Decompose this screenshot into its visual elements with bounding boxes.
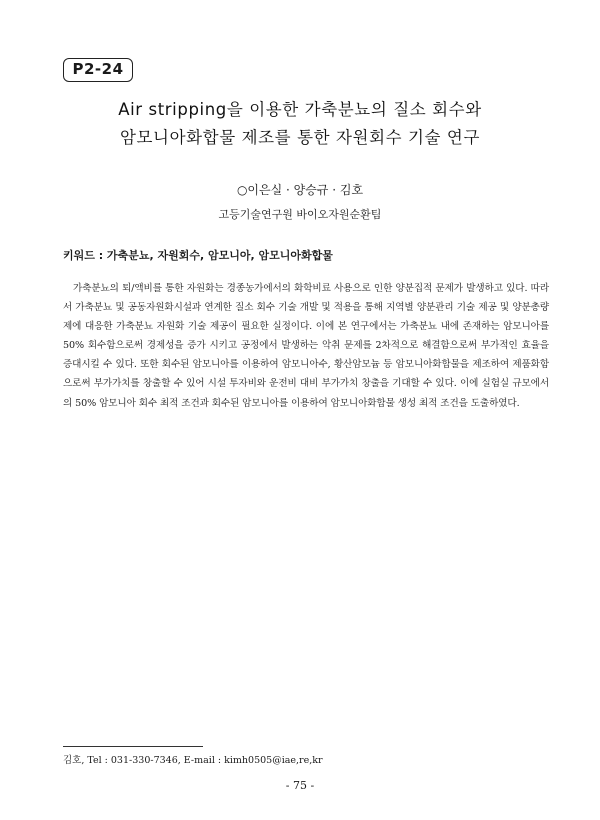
- footnote: 김호, Tel : 031-330-7346, E-mail : kimh0505@iae,re,kr: [63, 755, 323, 766]
- title-line-1: Air stripping을 이용한 가축분뇨의 질소 회수와: [118, 100, 482, 119]
- affiliation: 고등기술연구원 바이오자원순환팀: [218, 208, 382, 221]
- authors: ○이은실 · 양승규 · 김호: [236, 183, 364, 197]
- footnote-rule: [63, 746, 203, 747]
- session-tag: P2-24: [63, 58, 133, 82]
- keywords: 키워드 : 가축분뇨, 자원회수, 암모니아, 암모니아화합물: [63, 249, 333, 262]
- page-number: - 75 -: [285, 779, 315, 792]
- title-line-2: 암모니아화합물 제조를 통한 자원회수 기술 연구: [119, 128, 480, 147]
- abstract-body: 가축분뇨의 퇴/액비를 통한 자원화는 경종농가에서의 화학비료 사용으로 인한 양분집적 문제가 발생하고 있다. 따라서 가축분뇨 및 공동자원화시설과 연계한 질소 회수 기술 개발 및 적용을 통해 지역별 양분관리 기술 제공 및 양분총량제에 대응한 가축분뇨 자원화 기술 제공이 필요한 실정이다. 이에 본 연구에서는 가축분뇨 내에 존재하는 암모니아를 50% 회수함으로써 경제성을 증가 시키고 공정에서 발생하는 악취 문제를 2차적으로 해결함으로써 부가적인 효율을 증대시킬 수 있다. 또한 회수된 암모니아를 이용하여 암모니아수, 황산암모늄 등 암모니아화합물을 제조하여 제품화함으로써 부가가치를 창출할 수 있어 시설 투자비와 운전비 대비 부가가치 창출을 기대할 수 있다. 이에 실험실 규모에서의 50% 암모니아 회수 최적 조건과 회수된 암모니아를 이용하여 암모니아화합물 생성 최적 조건을 도출하였다.: [63, 283, 549, 409]
